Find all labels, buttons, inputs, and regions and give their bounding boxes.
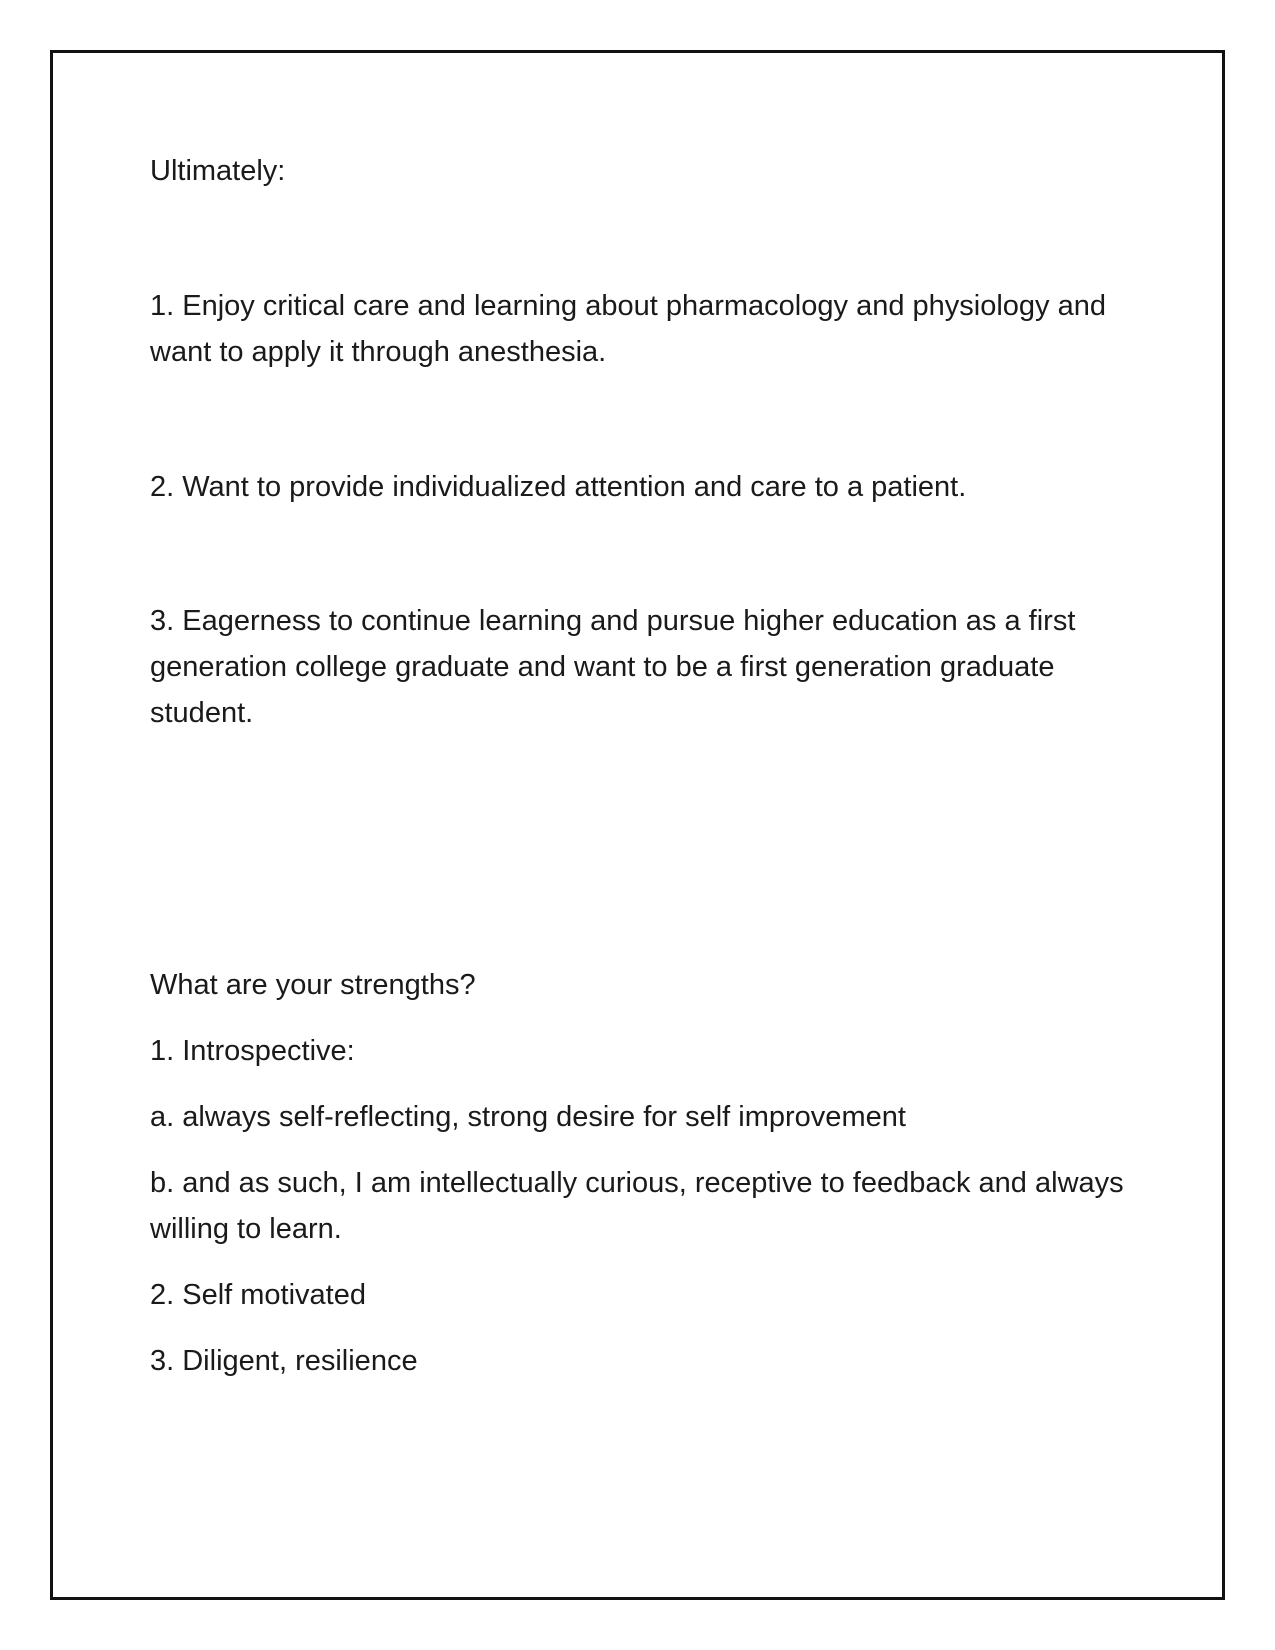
ultimately-item-3: 3. Eagerness to continue learning and pursue higher education as a first generation college graduate and want to be a first generation graduate student.	[150, 605, 1076, 729]
strength-item-1b: b. and as such, I am intellectually curious, receptive to feedback and always willing to learn.	[150, 1167, 1124, 1245]
strength-item-3: 3. Diligent, resilience	[150, 1345, 418, 1377]
strength-item-1a: a. always self-reflecting, strong desire for self improvement	[150, 1101, 906, 1133]
ultimately-item-2: 2. Want to provide individualized attention and care to a patient.	[150, 471, 967, 503]
strength-item-1: 1. Introspective:	[150, 1035, 355, 1067]
strengths-question: What are your strengths?	[150, 969, 476, 1001]
ultimately-heading: Ultimately:	[150, 155, 286, 187]
strength-item-2: 2. Self motivated	[150, 1279, 366, 1311]
ultimately-item-1: 1. Enjoy critical care and learning about pharmacology and physiology and want to apply it through anesthesia.	[150, 290, 1106, 368]
